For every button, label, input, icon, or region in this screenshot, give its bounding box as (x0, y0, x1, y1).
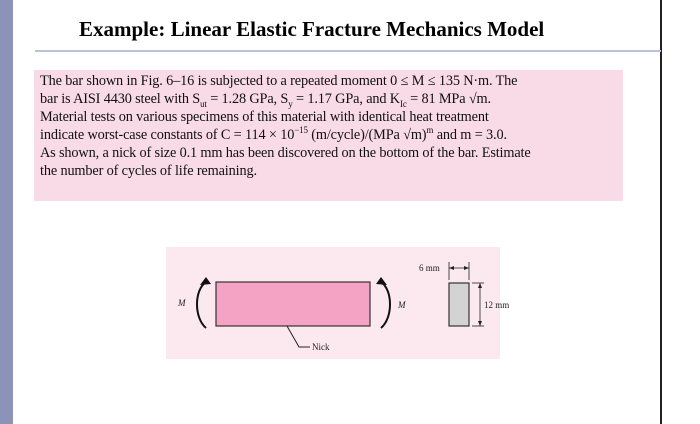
left-moment-arrowhead-icon (200, 277, 211, 285)
beam-bar (216, 282, 370, 326)
right-moment-arrow-icon (381, 282, 390, 328)
width-dim-arrow-right-icon (464, 266, 469, 270)
nick-label: Nick (312, 342, 330, 352)
slide-title: Example: Linear Elastic Fracture Mechanics Model (79, 17, 545, 41)
height-dimension-label: 12 mm (484, 300, 510, 310)
width-dimension-label: 6 mm (419, 263, 440, 273)
problem-line-2: bar is AISI 4430 steel with $S_{ut} = 1.28$ GPa, $S_y = 1.17$ GPa, and $K_{Ic} = 81$ MPa √m. (40, 91, 491, 109)
left-moment-label: M (178, 298, 186, 308)
problem-line-3: Material tests on various specimens of this material with identical heat treatment (40, 109, 489, 125)
problem-line-1: The bar shown in Fig. 6–16 is subjected to a repeated moment 0 ≤ M ≤ 135 N·m. The (40, 73, 518, 89)
problem-line-4: indicate worst-case constants of $C = 114 \times 10^{-15}$ (m/cycle)/(MPa √m)$^m$ and m = 3.0. (40, 125, 507, 143)
left-moment-arrow-icon (197, 282, 206, 328)
nick-leader-line (287, 326, 310, 347)
height-dim-arrow-top-icon (478, 283, 482, 288)
problem-line-6: the number of cycles of life remaining. (40, 163, 257, 179)
right-moment-label: M (398, 300, 406, 310)
height-dim-arrow-bottom-icon (478, 321, 482, 326)
cross-section (449, 283, 469, 326)
right-moment-arrowhead-icon (376, 277, 387, 285)
problem-line-5: As shown, a nick of size 0.1 mm has been discovered on the bottom of the bar. Estimate (40, 145, 531, 161)
width-dim-arrow-left-icon (449, 266, 454, 270)
